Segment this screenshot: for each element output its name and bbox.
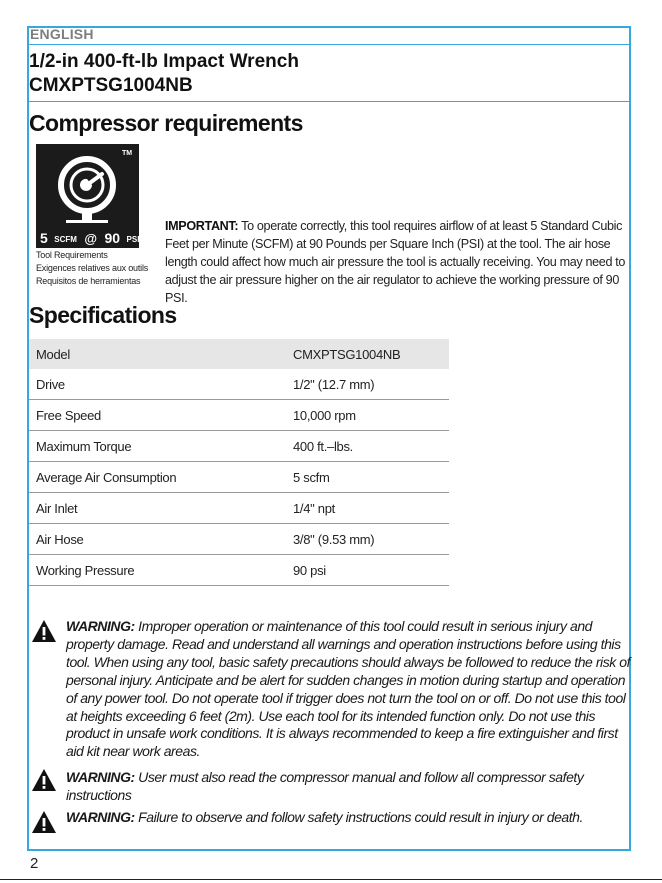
product-model: CMXPTSG1004NB [29,75,193,96]
spec-label: Drive [29,369,293,400]
important-notice [165,217,632,307]
spec-label: Maximum Torque [29,431,293,462]
warning-triangle-icon [31,768,57,792]
compressor-heading: Compressor requirements [29,110,303,136]
table-row [29,400,449,431]
badge-flow-text: 5 SCFM @ 90 PSI [40,230,139,246]
spec-value: 1/4" npt [293,493,449,524]
badge-caption-english: Tool Requirements [36,250,108,260]
pressure-gauge-icon [36,144,139,248]
spec-value: 1/2" (12.7 mm) [293,369,449,400]
warning-operation [66,618,636,761]
warning-label: WARNING: [66,809,135,825]
warning-text: Improper operation or maintenance of this tool could result in serious injury and property damage. Read and understand all warnings and operation instructions before using this tool. When using any tool, basic safety precautions should always be followed to reduce the risk of personal injury. Anticipate and be alert for sudden changes in motion during startup and operation of any power tool. Do not operate tool if trigger does not turn the tool on or off. Do not use this tool at heights exceeding 6 feet (2m). Use each tool for its intended function only. Do not use this product in unsafe work conditions. It is always recommended to keep a fire extinguisher and first aid kit near work areas. [66,618,631,760]
spec-label: Free Speed [29,400,293,431]
warning-triangle-icon [31,810,57,834]
spec-label: Working Pressure [29,555,293,586]
spec-value: 10,000 rpm [293,400,449,431]
spec-value: 3/8" (9.53 mm) [293,524,449,555]
badge-caption-spanish: Requisitos de herramientas [36,276,141,286]
warning-triangle-icon [31,619,57,643]
specifications-heading: Specifications [29,302,177,328]
table-row [29,431,449,462]
product-title: 1/2-in 400-ft-lb Impact Wrench [29,51,299,72]
spec-label: Model [29,339,293,369]
spec-label: Air Inlet [29,493,293,524]
spec-label: Air Hose [29,524,293,555]
badge-caption-french: Exigences relatives aux outils [36,263,149,273]
important-label: IMPORTANT: [165,219,239,233]
page-bottom-rule [0,879,662,880]
spec-label: Average Air Consumption [29,462,293,493]
table-row [29,462,449,493]
language-bar [27,26,631,45]
table-row [29,555,449,586]
page-number: 2 [30,855,39,872]
spec-value: CMXPTSG1004NB [293,339,449,369]
warning-label: WARNING: [66,769,135,785]
language-label: ENGLISH [30,26,94,42]
warning-text: Failure to observe and follow safety instructions could result in injury or death. [134,809,583,825]
title-divider [27,101,631,102]
warning-text: User must also read the compressor manual and follow all compressor safety instructions [66,769,584,803]
table-row [29,524,449,555]
spec-value: 5 scfm [293,462,449,493]
tool-requirements-badge [36,144,139,248]
specifications-table [29,339,449,586]
table-row [29,493,449,524]
important-text: To operate correctly, this tool requires airflow of at least 5 Standard Cubic Feet per Minute (SCFM) at 90 Pounds per Square Inch (PSI) at the tool. The air hose length could affect how much air pressure the tool is actually receiving. You may need to adjust the air pressure higher on the air regulator to achieve the working pressure of 90 PSI. [165,219,626,305]
table-row [29,339,449,369]
spec-value: 90 psi [293,555,449,586]
spec-value: 400 ft.–lbs. [293,431,449,462]
warning-compressor-manual [66,769,636,805]
warning-safety-instructions [66,809,636,827]
warning-label: WARNING: [66,618,135,634]
table-row [29,369,449,400]
trademark-mark: TM [122,150,133,157]
